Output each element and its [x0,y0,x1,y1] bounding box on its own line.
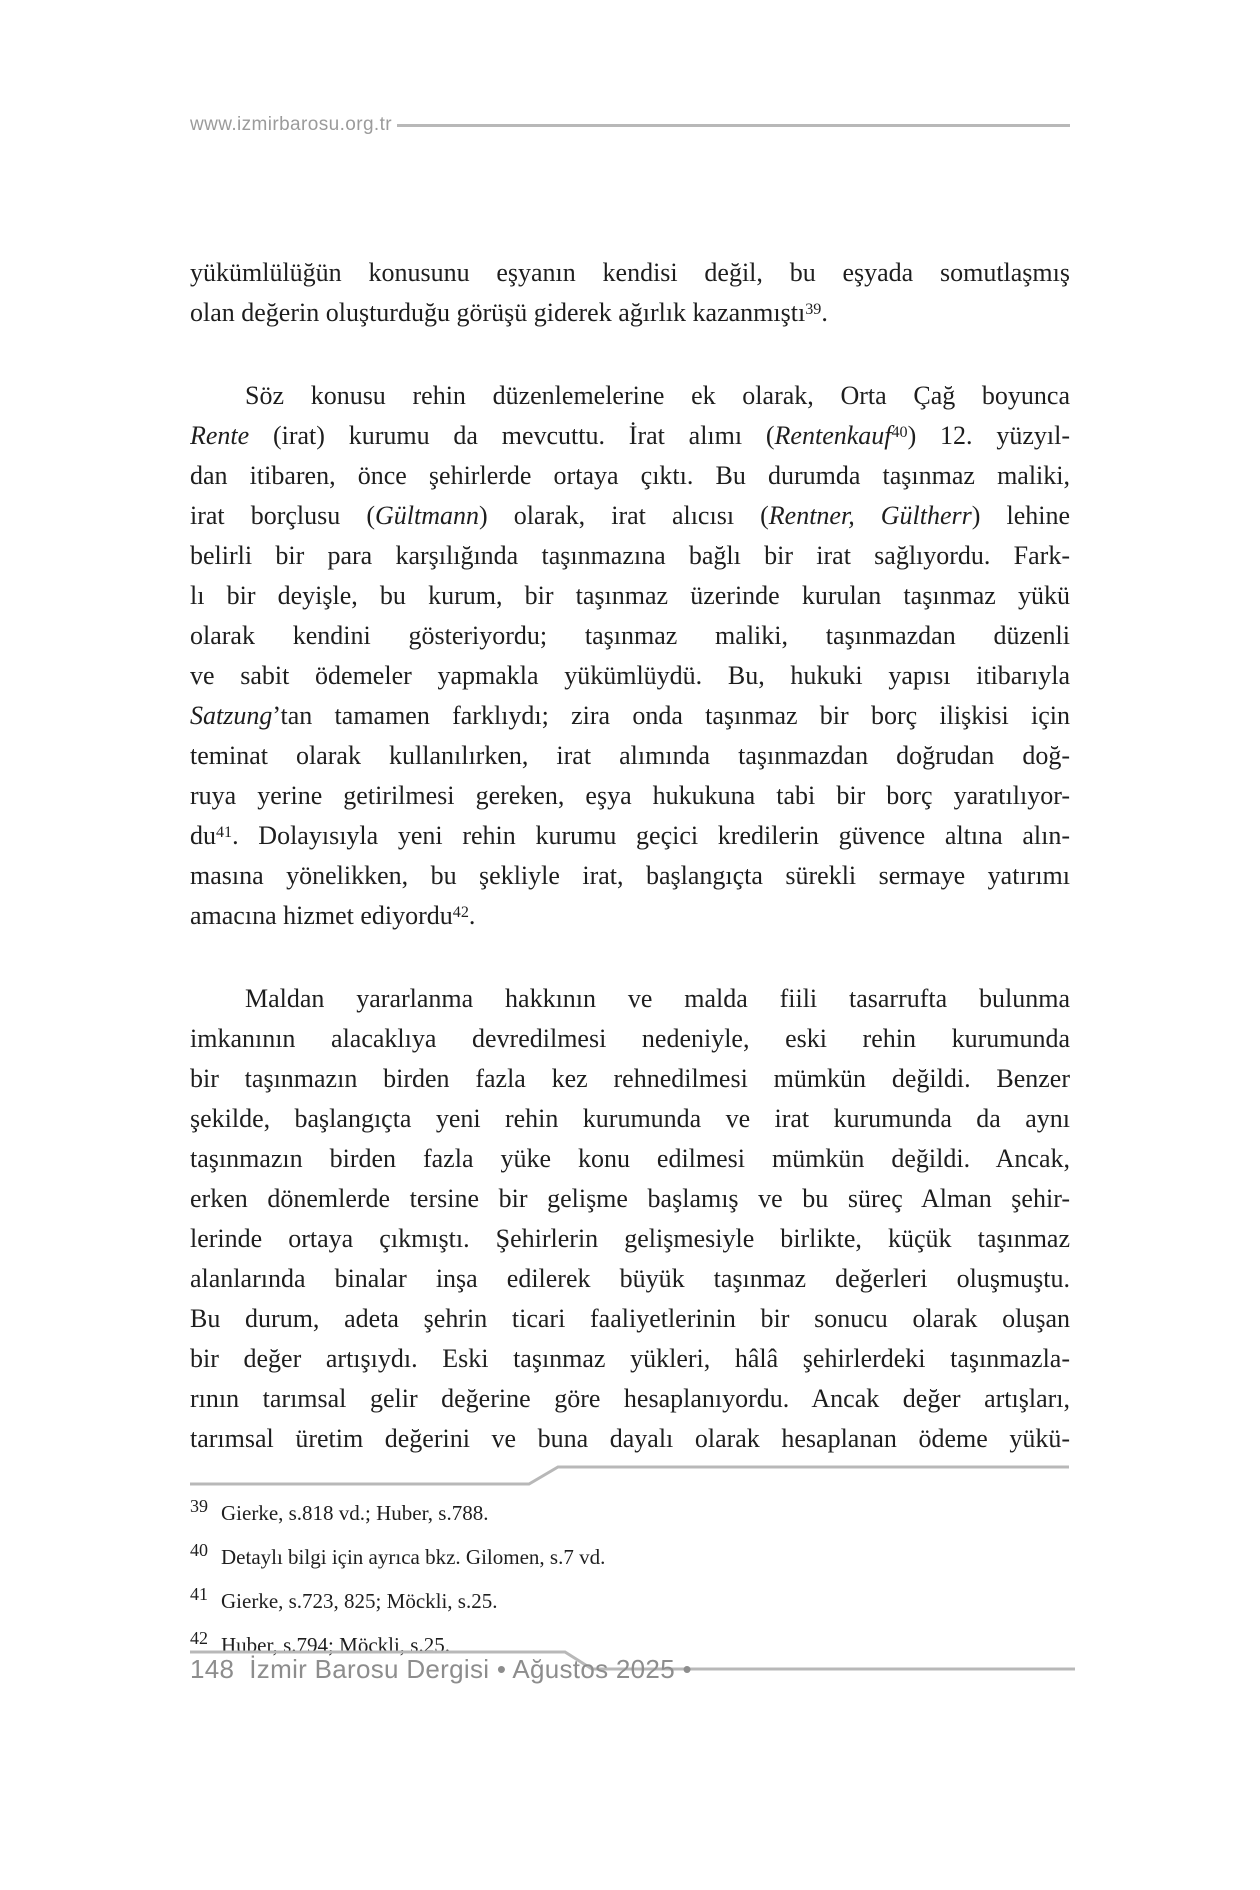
footnote-text: Huber, s.794; Möckli, s.25. [221,1633,450,1657]
body-line: $du^{41}$. Dolayısıyla yeni rehin kurumu geçici kredilerin güvence altına alın- [190,821,1070,850]
body-line: teminat olarak kullanılırken, irat alımında taşınmazdan doğrudan doğ- [190,741,1070,770]
body-text [190,253,1070,1459]
footnote-text: Gierke, s.818 vd.; Huber, s.788. [221,1501,489,1525]
body-line: tarımsal üretim değerini ve buna dayalı olarak hesaplanan ödeme yükü- [190,1424,1070,1453]
body-line: ruya yerine getirilmesi gereken, eşya hukukuna tabi bir borç yaratılıyor- [190,781,1070,810]
page-header [190,112,1070,138]
footnote-number: 39 [190,1496,208,1516]
page-footer [190,1654,692,1685]
footnote-item [190,1540,1070,1584]
footnote-separator [190,1462,1070,1488]
body-line: amacına hizmet ediyordu$^{42}$. [190,901,476,930]
paragraph [190,253,1070,333]
footer-journal-line: İzmir Barosu Dergisi • Ağustos 2025 • [249,1654,692,1684]
body-line: dan itibaren, önce şehirlerde ortaya çıktı. Bu durumda taşınmaz maliki, [190,461,1070,490]
footnote-text: Gierke, s.723, 825; Möckli, s.25. [221,1589,498,1613]
footnote-item [190,1584,1070,1628]
header-url: www.izmirbarosu.org.tr [190,114,393,135]
footnote-item [190,1496,1070,1540]
footnote-number: 42 [190,1628,208,1648]
body-line: bir taşınmazın birden fazla kez rehnedilmesi mümkün değildi. Benzer [190,1064,1070,1093]
body-line: Satzung’tan tamamen farklıydı; zira onda taşınmaz bir borç ilişkisi için [190,701,1070,730]
body-line: taşınmazın birden fazla yüke konu edilmesi mümkün değildi. Ancak, [190,1144,1070,1173]
body-line: ve sabit ödemeler yapmakla yükümlüydü. Bu, hukuki yapısı itibarıyla [190,661,1070,690]
footer-page-number: 148 [190,1654,235,1684]
body-line: belirli bir para karşılığında taşınmazına bağlı bir irat sağlıyordu. Fark- [190,541,1070,570]
body-line: erken dönemlerde tersine bir gelişme başlamış ve bu süreç Alman şehir- [190,1184,1070,1213]
paragraph [190,376,1070,936]
footnote-text: Detaylı bilgi için ayrıca bkz. Gilomen, s.7 vd. [221,1545,606,1569]
body-line: rının tarımsal gelir değerine göre hesaplanıyordu. Ancak değer artışları, [190,1384,1070,1413]
body-line: olan değerin oluşturduğu görüşü giderek ağırlık kazanmıştı$^{39}$. [190,298,828,327]
footnote-number: 41 [190,1584,208,1604]
footnote-number: 40 [190,1540,208,1560]
body-line: alanlarında binalar inşa edilerek büyük taşınmaz değerleri oluşmuştu. [190,1264,1070,1293]
body-line: bir değer artışıydı. Eski taşınmaz yükleri, hâlâ şehirlerdeki taşınmazla- [190,1344,1070,1373]
paragraph [190,979,1070,1459]
body-line: irat borçlusu (Gültmann) olarak, irat alıcısı (Rentner, Gültherr) lehine [190,501,1070,530]
header-rule [397,124,1070,127]
body-line: olarak kendini gösteriyordu; taşınmaz maliki, taşınmazdan düzenli [190,621,1070,650]
body-line: Rente (irat) kurumu da mevcuttu. İrat alımı (Rentenkauf$^{40}$) 12. yüzyıl- [190,421,1070,450]
body-line: şekilde, başlangıçta yeni rehin kurumunda ve irat kurumunda da aynı [190,1104,1070,1133]
body-line: lerinde ortaya çıkmıştı. Şehirlerin gelişmesiyle birlikte, küçük taşınmaz [190,1224,1070,1253]
body-line: Bu durum, adeta şehrin ticari faaliyetlerinin bir sonucu olarak oluşan [190,1304,1070,1333]
footnotes [190,1496,1070,1672]
body-line: Söz konusu rehin düzenlemelerine ek olarak, Orta Çağ boyunca [245,381,1070,410]
body-line: imkanının alacaklıya devredilmesi nedeniyle, eski rehin kurumunda [190,1024,1070,1053]
body-line: masına yönelikken, bu şekliyle irat, başlangıçta sürekli sermaye yatırımı [190,861,1070,890]
body-line: lı bir deyişle, bu kurum, bir taşınmaz üzerinde kurulan taşınmaz yükü [190,581,1070,610]
body-line: Maldan yararlanma hakkının ve malda fiili tasarrufta bulunma [245,984,1070,1013]
body-line: yükümlülüğün konusunu eşyanın kendisi değil, bu eşyada somutlaşmış [190,258,1070,287]
